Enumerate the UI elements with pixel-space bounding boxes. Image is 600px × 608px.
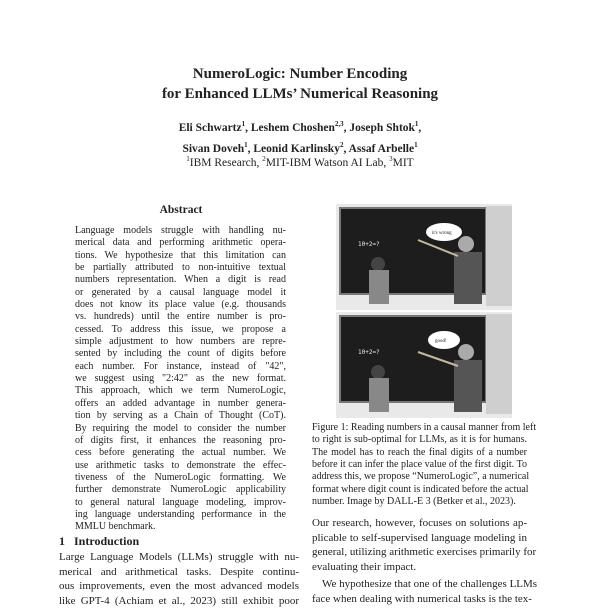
classroom-illustration — [336, 204, 512, 418]
title-line: NumeroLogic: Number Encoding — [0, 64, 600, 84]
text-line: ous improvements, even the most advanced models — [59, 579, 299, 594]
text-line: merical and arithmetical tasks. Despite continu- — [59, 565, 299, 580]
text-line: or generated by a causal language model it — [75, 287, 286, 299]
author-sup: 1 — [415, 120, 419, 128]
text-line: face when dealing with numerical tasks is the tex- — [312, 592, 527, 607]
panel-bottom — [336, 312, 512, 418]
text-line: merical data and performing arithmetic opera- — [75, 237, 286, 249]
author: Leshem Choshen — [251, 122, 335, 134]
intro-body — [59, 550, 299, 608]
text-line: Figure 1: Reading numbers in a causal manner from left — [312, 422, 527, 434]
author-sup: 1 — [242, 120, 246, 128]
text-line: before it can infer the place value of the first digit. To — [312, 459, 527, 471]
section-title: Introduction — [74, 534, 139, 548]
text-line: MMLU benchmark. — [75, 521, 286, 533]
author-sup: 2 — [340, 141, 344, 149]
authors-line-2: Sivan Doveh$^1$, Leonid Karlinsky$^2$, Assaf Arbelle$^1$ — [0, 137, 600, 158]
text-line: to general natural language modeling, improv- — [75, 497, 286, 509]
text-line: Large Language Models (LLMs) struggle with nu- — [59, 550, 299, 565]
figure-1-image — [336, 204, 512, 418]
text-line: vs. hundreds) until the entire number is pro- — [75, 311, 286, 323]
body-paragraph — [312, 577, 527, 606]
text-line: be partially attributed to non-intuitive textual — [75, 262, 286, 274]
text-line: We hypothesize that one of the challenges LLMs — [312, 577, 527, 592]
text-line: ing language understanding performance in the — [75, 509, 286, 521]
section-heading — [59, 534, 139, 549]
section-number: 1 — [59, 534, 65, 548]
author: Leonid Karlinsky — [253, 143, 340, 155]
author: Sivan Doveh — [182, 143, 244, 155]
panel-top — [336, 204, 512, 310]
author-sup: 1 — [244, 141, 248, 149]
abstract-heading: Abstract — [75, 204, 287, 216]
text-line: tion by serving as a Chain of Thought (CoT). — [75, 410, 286, 422]
affil-sup: 3 — [389, 155, 393, 163]
affiliation: IBM Research, — [190, 157, 263, 169]
body-paragraph — [312, 516, 527, 574]
authors-line-1: Eli Schwartz$^1$, Leshem Choshen$^{2,3}$, Joseph Shtok$^1$, — [0, 116, 600, 137]
figure-caption — [312, 422, 527, 508]
text-line: further demonstrate NumeroLogic applicability — [75, 484, 286, 496]
author-sup: 1 — [414, 141, 418, 149]
text-line: The model has to reach the final digits of a number — [312, 447, 527, 459]
text-line: numbers representation. When a digit is read — [75, 274, 286, 286]
text-line: address this, we propose “NumeroLogic”, a numerical — [312, 471, 527, 483]
affiliation: MIT — [393, 157, 414, 169]
abstract-body — [75, 225, 286, 534]
board-text: 10+2=? — [358, 349, 380, 356]
authors — [0, 116, 600, 158]
speech-bubble-text: good! — [435, 339, 447, 344]
board-text: 10+2=? — [358, 241, 380, 248]
affil-sup: 1 — [186, 155, 190, 163]
author: Assaf Arbelle — [349, 143, 414, 155]
text-line: This approach, which we term NumeroLogic, — [75, 385, 286, 397]
author-sup: 2,3 — [335, 120, 344, 128]
text-line: like GPT-4 (Achiam et al., 2023) still exhibit poor — [59, 594, 299, 608]
affil-sup: 2 — [262, 155, 266, 163]
text-line: of digits first, it enhances the reasoning pro- — [75, 435, 286, 447]
author: Eli Schwartz — [179, 122, 242, 134]
text-line: format where digit count is indicated before the actual — [312, 484, 527, 496]
affiliations — [0, 155, 600, 169]
text-line: each number. For instance, instead of "42", — [75, 361, 286, 373]
text-line: Language models struggle with handling nu- — [75, 225, 286, 237]
text-line: plicable to self-supervised language modeling in — [312, 531, 527, 546]
text-line: use arithmetic tasks to demonstrate the effec- — [75, 460, 286, 472]
text-line: to right is sub-optimal for LLMs, as it is for humans. — [312, 434, 527, 446]
paper-title — [0, 64, 600, 104]
title-line: for Enhanced LLMs’ Numerical Reasoning — [0, 84, 600, 104]
text-line: does not know its place value (e.g. thousands — [75, 299, 286, 311]
speech-bubble-text: it's wrong — [432, 231, 452, 236]
text-line: offers an added advantage in number genera- — [75, 398, 286, 410]
text-line: we suggest using "2:42" as the new format. — [75, 373, 286, 385]
text-line: tiveness of the NumeroLogic formatting. We — [75, 472, 286, 484]
text-line: Our research, however, focuses on solutions ap- — [312, 516, 527, 531]
affiliation: MIT-IBM Watson AI Lab, — [266, 157, 389, 169]
text-line: number. Image by DALL-E 3 (Betker et al., 2023). — [312, 496, 527, 508]
text-line: simple adjustment to how numbers are repre- — [75, 336, 286, 348]
text-line: cess before generating the actual number. We — [75, 447, 286, 459]
text-line: sented by including the count of digits before — [75, 348, 286, 360]
text-line: cessed. To address this issue, we propose a — [75, 324, 286, 336]
text-line: By requiring the model to consider the number — [75, 423, 286, 435]
author: Joseph Shtok — [349, 122, 415, 134]
text-line: general, utilizing arithmetic exercises primarily for — [312, 545, 527, 560]
text-line: evaluating their impact. — [312, 560, 527, 575]
text-line: tions. We hypothesize that this limitation can — [75, 250, 286, 262]
